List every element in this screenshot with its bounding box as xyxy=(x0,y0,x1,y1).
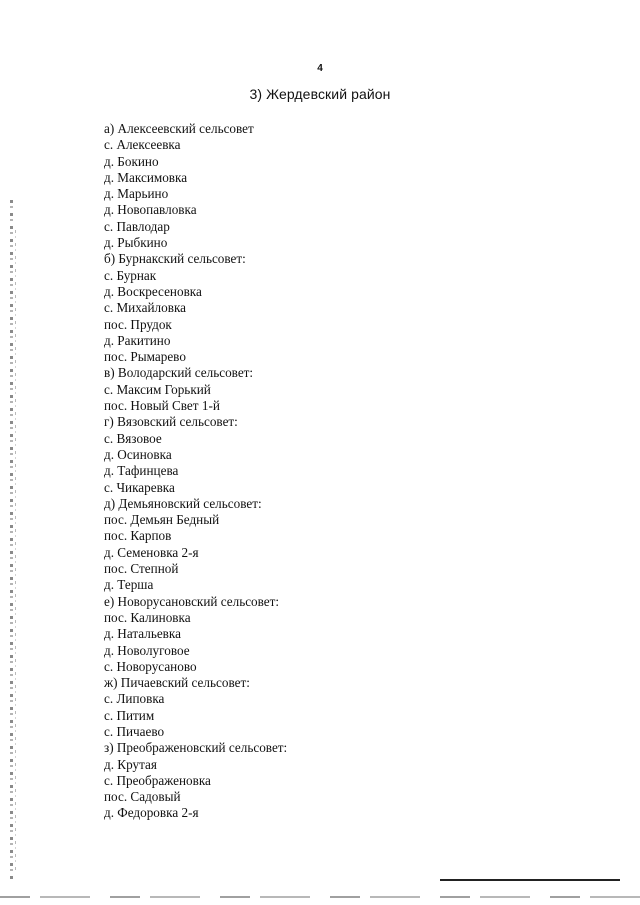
list-item: д. Новопавловка xyxy=(104,202,197,218)
scan-bottom-artifact xyxy=(0,896,640,898)
list-item: д. Воскресеновка xyxy=(104,283,202,299)
list-item: с. Бурнак xyxy=(104,267,157,283)
list-item: пос. Калиновка xyxy=(104,609,191,625)
list-item: с. Преображеновка xyxy=(104,772,211,788)
list-item: д. Семеновка 2-я xyxy=(104,544,199,560)
list-item: с. Пичаево xyxy=(104,723,165,739)
list-item: д. Федоровка 2-я xyxy=(104,805,199,821)
list-item: с. Алексеевка xyxy=(104,137,181,153)
list-item: д) Демьяновский сельсовет: xyxy=(104,495,262,511)
page-title: 3) Жердевский район xyxy=(249,86,391,102)
list-item: а) Алексеевский сельсовет xyxy=(104,121,254,136)
list-item: з) Преображеновский сельсовет: xyxy=(104,740,288,756)
list-item: д. Рыбкино xyxy=(104,235,168,251)
list-item: пос. Рымарево xyxy=(104,349,186,365)
list-item: д. Натальевка xyxy=(104,626,181,642)
list-item: г) Вязовский сельсовет: xyxy=(104,414,238,430)
list-item: в) Володарский сельсовет: xyxy=(104,365,254,381)
list-item: е) Новорусановский сельсовет: xyxy=(104,593,280,609)
list-item: д. Осиновка xyxy=(104,446,172,462)
list-item: д. Максимовка xyxy=(104,169,188,185)
list-item: д. Ракитино xyxy=(104,332,171,348)
list-item: с. Михайловка xyxy=(104,300,187,316)
list-item: пос. Демьян Бедный xyxy=(104,512,220,528)
list-item: с. Павлодар xyxy=(104,218,170,234)
list-item: д. Марьино xyxy=(104,186,169,202)
settlement-list xyxy=(104,121,287,822)
list-item: ж) Пичаевский сельсовет: xyxy=(104,675,250,691)
list-item: д. Крутая xyxy=(104,756,157,772)
list-item: д. Новолуговое xyxy=(104,642,190,658)
list-item: д. Терша xyxy=(104,577,154,593)
scan-edge-artifact xyxy=(15,230,16,870)
list-item: б) Бурнакский сельсовет: xyxy=(104,251,246,267)
list-item: д. Бокино xyxy=(104,153,159,169)
list-item: с. Максим Горький xyxy=(104,381,211,397)
list-item: пос. Степной xyxy=(104,561,179,577)
list-item: пос. Карпов xyxy=(104,528,172,544)
list-item: с. Вязовое xyxy=(104,430,162,446)
page-number: 4 xyxy=(317,63,323,74)
list-item: д. Тафинцева xyxy=(104,463,179,479)
list-item: с. Липовка xyxy=(104,691,165,707)
list-item: пос. Новый Свет 1-й xyxy=(104,398,220,414)
list-item: с. Чикаревка xyxy=(104,479,175,495)
scan-edge-artifact xyxy=(10,200,13,880)
list-item: с. Новорусаново xyxy=(104,658,197,674)
bottom-rule xyxy=(440,879,620,881)
list-item: пос. Прудок xyxy=(104,316,172,332)
list-item: пос. Садовый xyxy=(104,789,181,805)
list-item: с. Питим xyxy=(104,707,155,723)
